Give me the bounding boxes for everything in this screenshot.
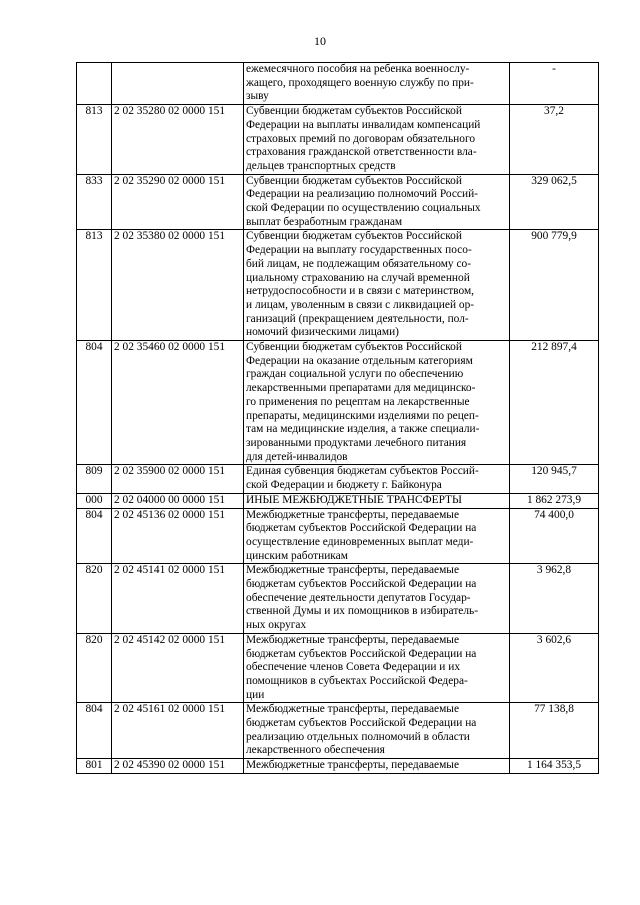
budget-classification-code-cell: 2 02 45136 02 0000 151 <box>112 508 244 564</box>
revenue-name-line: ственной Думы и их помощников в избиратель- <box>246 605 479 618</box>
revenue-name-line: ных округах <box>246 619 307 632</box>
revenue-name-line: номочий физическими лицами) <box>246 326 399 339</box>
table-row <box>77 341 599 465</box>
revenue-name-cell <box>244 230 510 341</box>
amount-cell: 37,2 <box>510 105 599 175</box>
revenue-name-line: цинским работникам <box>246 549 348 562</box>
amount-cell: 74 400,0 <box>510 508 599 564</box>
budget-classification-code-cell: 2 02 45141 02 0000 151 <box>112 564 244 634</box>
revenue-name-line: обеспечение деятельности депутатов Государ- <box>246 591 471 604</box>
revenue-name-line: Федерации на реализацию полномочий Россий- <box>246 188 478 201</box>
table-body <box>77 63 599 774</box>
amount-cell: 3 602,6 <box>510 633 599 703</box>
revenue-name-line: Межбюджетные трансферты, передаваемые <box>246 564 460 577</box>
amount-cell: 120 945,7 <box>510 465 599 493</box>
admin-code-cell: 813 <box>77 105 112 175</box>
revenue-name-line: граждан социальной услуги по обеспечению <box>246 368 464 381</box>
revenue-name-line: го применения по рецептам на лекарственные <box>246 395 470 408</box>
revenue-name-line: Межбюджетные трансферты, передаваемые <box>246 508 460 521</box>
revenue-name-cell <box>244 633 510 703</box>
budget-classification-code-cell: 2 02 35290 02 0000 151 <box>112 174 244 230</box>
budget-classification-code-cell: 2 02 35460 02 0000 151 <box>112 341 244 465</box>
revenue-name-cell <box>244 564 510 634</box>
budget-classification-code-cell <box>112 63 244 105</box>
table-row <box>77 230 599 341</box>
revenue-name-line: Федерации на оказание отдельным категориям <box>246 354 473 367</box>
revenue-name-cell <box>244 493 510 508</box>
admin-code-cell: 801 <box>77 759 112 774</box>
amount-cell: 77 138,8 <box>510 703 599 759</box>
budget-classification-code-cell: 2 02 45142 02 0000 151 <box>112 633 244 703</box>
budget-classification-code-cell: 2 02 35380 02 0000 151 <box>112 230 244 341</box>
revenue-name-line: Единая субвенция бюджетам субъектов Россий- <box>246 465 479 478</box>
revenue-name-line: лекарственного обеспечения <box>246 744 385 757</box>
revenue-name-line: для детей-инвалидов <box>246 450 348 463</box>
admin-code-cell: 820 <box>77 633 112 703</box>
amount-cell: 329 062,5 <box>510 174 599 230</box>
budget-classification-code-cell: 2 02 45161 02 0000 151 <box>112 703 244 759</box>
revenue-name-line: жащего, проходящего военную службу по при- <box>246 76 474 89</box>
table-row <box>77 493 599 508</box>
amount-cell: 1 862 273,9 <box>510 493 599 508</box>
revenue-name-cell <box>244 105 510 175</box>
admin-code-cell: 804 <box>77 703 112 759</box>
revenue-name-line: бюджетам субъектов Российской Федерации на <box>246 578 477 591</box>
budget-table <box>76 62 599 774</box>
revenue-name-line: препараты, медицинскими изделиями по рецеп- <box>246 409 479 422</box>
revenue-name-line: страховых премий по договорам обязательного <box>246 132 476 145</box>
revenue-name-line: и лицам, уволенным в связи с ликвидацией ор- <box>246 298 475 311</box>
revenue-name-line: ежемесячного пособия на ребенка военнослу- <box>246 63 470 75</box>
budget-classification-code-cell: 2 02 35280 02 0000 151 <box>112 105 244 175</box>
table-row <box>77 63 599 105</box>
revenue-name-line: ской Федерации по осуществлению социальных <box>246 202 481 215</box>
page-number: 10 <box>314 34 326 48</box>
budget-classification-code-cell: 2 02 45390 02 0000 151 <box>112 759 244 774</box>
revenue-name-line: помощников в субъектах Российской Федера- <box>246 674 468 687</box>
amount-cell: 3 962,8 <box>510 564 599 634</box>
revenue-name-line: бюджетам субъектов Российской Федерации на <box>246 647 477 660</box>
revenue-name-line: страхования гражданской ответственности вла- <box>246 146 477 159</box>
admin-code-cell: 833 <box>77 174 112 230</box>
amount-cell: 1 164 353,5 <box>510 759 599 774</box>
revenue-name-line: Межбюджетные трансферты, передаваемые <box>246 703 460 716</box>
table-row <box>77 703 599 759</box>
revenue-name-line: нетрудоспособности и в связи с материнством, <box>246 285 475 298</box>
revenue-name-line: Межбюджетные трансферты, передаваемые <box>246 759 460 772</box>
revenue-name-line: Субвенции бюджетам субъектов Российской <box>246 341 462 354</box>
amount-cell: 900 779,9 <box>510 230 599 341</box>
revenue-name-line: там на медицинские изделия, а также специали- <box>246 423 480 436</box>
revenue-name-line: обеспечение членов Совета Федерации и их <box>246 661 461 674</box>
revenue-name-line: зированными продуктами лечебного питания <box>246 436 467 449</box>
revenue-name-cell <box>244 703 510 759</box>
revenue-name-line: циальному страхованию на случай временной <box>246 271 470 284</box>
revenue-name-line: ИНЫЕ МЕЖБЮДЖЕТНЫЕ ТРАНСФЕРТЫ <box>246 493 462 506</box>
table-row <box>77 633 599 703</box>
revenue-name-line: Федерации на выплату государственных посо- <box>246 244 472 257</box>
revenue-name-line: Субвенции бюджетам субъектов Российской <box>246 174 462 187</box>
revenue-name-line: бюджетам субъектов Российской Федерации на <box>246 717 477 730</box>
revenue-name-line: ганизаций (прекращением деятельности, пол- <box>246 312 469 325</box>
revenue-name-cell <box>244 174 510 230</box>
revenue-name-line: ской Федерации и бюджету г. Байконура <box>246 479 442 492</box>
amount-cell: - <box>510 63 599 105</box>
revenue-name-line: ции <box>246 688 265 701</box>
budget-classification-code-cell: 2 02 04000 00 0000 151 <box>112 493 244 508</box>
revenue-name-cell <box>244 759 510 774</box>
admin-code-cell: 813 <box>77 230 112 341</box>
budget-classification-code-cell: 2 02 35900 02 0000 151 <box>112 465 244 493</box>
table-row <box>77 105 599 175</box>
admin-code-cell <box>77 63 112 105</box>
table-row <box>77 174 599 230</box>
admin-code-cell: 809 <box>77 465 112 493</box>
admin-code-cell: 820 <box>77 564 112 634</box>
revenue-name-line: бюджетам субъектов Российской Федерации на <box>246 522 477 535</box>
table-row <box>77 759 599 774</box>
admin-code-cell: 804 <box>77 508 112 564</box>
revenue-name-line: реализацию отдельных полномочий в области <box>246 730 470 743</box>
revenue-name-line: Субвенции бюджетам субъектов Российской <box>246 105 462 118</box>
revenue-name-line: лекарственными препаратами для медицинско- <box>246 382 476 395</box>
table-row <box>77 465 599 493</box>
revenue-name-line: бий лицам, не подлежащим обязательному со- <box>246 257 472 270</box>
revenue-name-cell <box>244 465 510 493</box>
revenue-name-line: Субвенции бюджетам субъектов Российской <box>246 230 462 243</box>
revenue-name-line: выплат безработным гражданам <box>246 215 403 228</box>
revenue-name-cell <box>244 508 510 564</box>
table-row <box>77 564 599 634</box>
revenue-name-line: дельцев транспортных средств <box>246 159 396 172</box>
admin-code-cell: 804 <box>77 341 112 465</box>
revenue-name-line: осуществление единовременных выплат меди- <box>246 535 474 548</box>
revenue-name-line: зыву <box>246 90 269 103</box>
amount-cell: 212 897,4 <box>510 341 599 465</box>
revenue-name-line: Федерации на выплаты инвалидам компенсаций <box>246 118 481 131</box>
revenue-name-cell <box>244 341 510 465</box>
revenue-name-line: Межбюджетные трансферты, передаваемые <box>246 633 460 646</box>
revenue-name-cell <box>244 63 510 105</box>
table-row <box>77 508 599 564</box>
admin-code-cell: 000 <box>77 493 112 508</box>
